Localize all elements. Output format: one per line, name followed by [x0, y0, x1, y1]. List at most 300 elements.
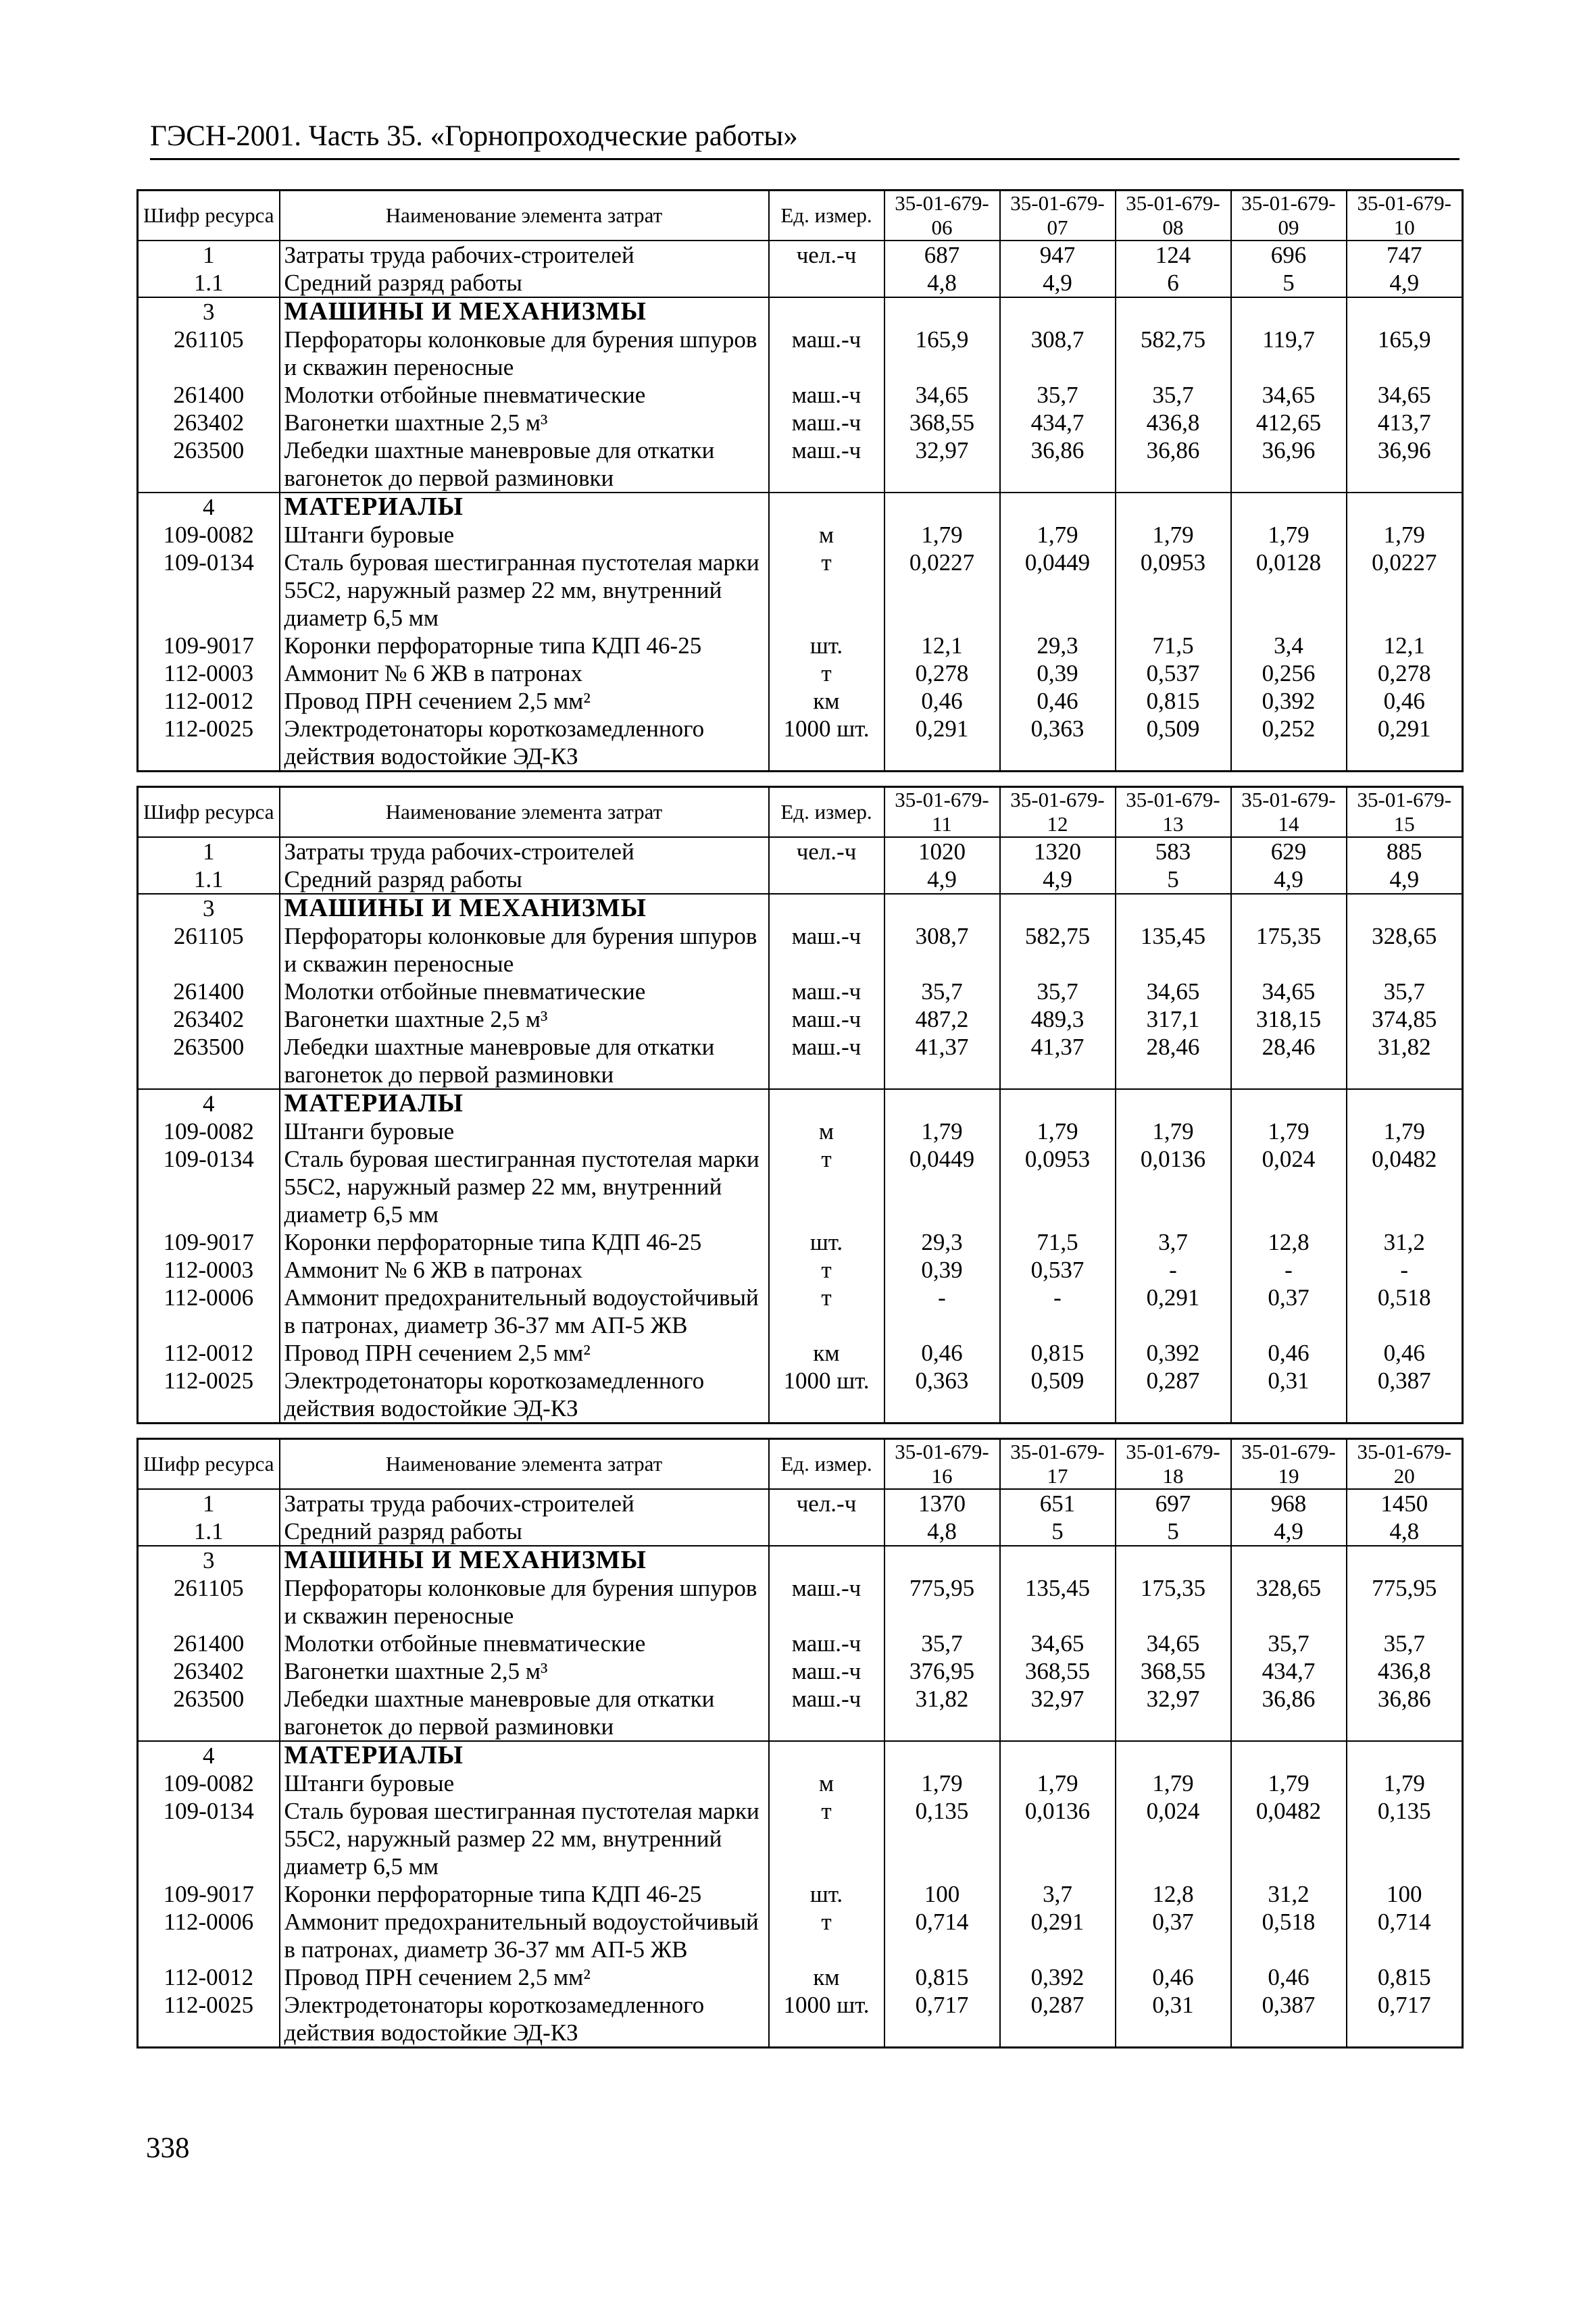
norm-value: 135,45 [1000, 1574, 1116, 1630]
resource-code: 109-0082 [138, 521, 280, 549]
norm-value: 0,39 [1000, 659, 1116, 687]
element-name: Коронки перфораторные типа КДП 46-25 [280, 632, 769, 659]
element-name: Провод ПРН сечением 2,5 мм² [280, 1963, 769, 1991]
norm-value: 0,37 [1231, 1284, 1347, 1339]
header-code: Шифр ресурса [138, 1439, 280, 1490]
unit [769, 1546, 884, 1574]
header-norm-code: 35-01-679-10 [1347, 191, 1463, 241]
norm-value: 0,46 [1231, 1963, 1347, 1991]
norm-value [1116, 894, 1231, 922]
header-code: Шифр ресурса [138, 191, 280, 241]
resource-code: 112-0025 [138, 715, 280, 772]
norm-value: 0,0136 [1000, 1797, 1116, 1880]
norm-value: - [1231, 1256, 1347, 1284]
resource-code: 261400 [138, 1630, 280, 1657]
norm-value [1347, 1546, 1463, 1574]
resource-code: 109-0082 [138, 1117, 280, 1145]
table-row [138, 326, 1463, 381]
header-norm-code: 35-01-679-15 [1347, 787, 1463, 838]
norm-value: 1,79 [1347, 1117, 1463, 1145]
unit: км [769, 1339, 884, 1367]
resource-code: 112-0012 [138, 1339, 280, 1367]
norm-value: 0,252 [1231, 715, 1347, 772]
norm-value: 0,278 [884, 659, 1000, 687]
section-row [138, 1741, 1463, 1769]
unit: т [769, 1256, 884, 1284]
norm-value: 0,291 [1116, 1284, 1231, 1339]
norm-value [1231, 1546, 1347, 1574]
element-name: Сталь буровая шестигранная пустотелая марки 55С2, наружный размер 22 мм, внутренний диаметр 6,5 мм [280, 1797, 769, 1880]
header-norm-code: 35-01-679-11 [884, 787, 1000, 838]
element-name: Перфораторы колонковые для бурения шпуров и скважин переносные [280, 1574, 769, 1630]
norm-value: 35,7 [1347, 978, 1463, 1005]
unit: чел.-ч [769, 837, 884, 865]
norm-value: 5 [1231, 269, 1347, 297]
norm-value: 100 [884, 1880, 1000, 1908]
norm-value [884, 493, 1000, 521]
norm-value: 0,387 [1347, 1367, 1463, 1424]
norm-value: 376,95 [884, 1657, 1000, 1685]
norm-value: 1,79 [1116, 1117, 1231, 1145]
unit: маш.-ч [769, 922, 884, 978]
norm-value: 34,65 [884, 381, 1000, 409]
table-row [138, 381, 1463, 409]
norm-value: 0,46 [1000, 687, 1116, 715]
header-norm-code: 35-01-679-12 [1000, 787, 1116, 838]
norm-value: 4,9 [1231, 1517, 1347, 1546]
resource-code: 261400 [138, 978, 280, 1005]
norm-value: - [1116, 1256, 1231, 1284]
norm-value: 12,1 [884, 632, 1000, 659]
norm-value: 35,7 [1000, 381, 1116, 409]
unit [769, 1741, 884, 1769]
norm-value: 35,7 [1116, 381, 1231, 409]
norm-value [1347, 493, 1463, 521]
norm-value: 1,79 [1000, 1769, 1116, 1797]
unit [769, 894, 884, 922]
norm-value [1000, 1741, 1116, 1769]
norm-value: 4,8 [884, 269, 1000, 297]
norm-value [1347, 297, 1463, 326]
resource-code: 263402 [138, 1657, 280, 1685]
unit: шт. [769, 1228, 884, 1256]
unit: маш.-ч [769, 326, 884, 381]
norm-value: 0,46 [1347, 1339, 1463, 1367]
norm-value: 0,31 [1231, 1367, 1347, 1424]
section-row [138, 894, 1463, 922]
unit: маш.-ч [769, 1574, 884, 1630]
table-row [138, 1145, 1463, 1228]
element-name: Штанги буровые [280, 1117, 769, 1145]
unit [769, 1517, 884, 1546]
norm-value: 34,65 [1231, 381, 1347, 409]
norm-value [1116, 493, 1231, 521]
header-norm-code: 35-01-679-09 [1231, 191, 1347, 241]
table-row [138, 436, 1463, 493]
norm-value: 3,4 [1231, 632, 1347, 659]
element-name: Штанги буровые [280, 521, 769, 549]
unit: маш.-ч [769, 381, 884, 409]
norm-value: 0,714 [884, 1908, 1000, 1963]
section-row [138, 1089, 1463, 1117]
norm-value [1231, 1089, 1347, 1117]
element-name: Лебедки шахтные маневровые для откатки вагонеток до первой разминовки [280, 1685, 769, 1741]
table-row [138, 1657, 1463, 1685]
norm-value [884, 1089, 1000, 1117]
norm-value: 0,518 [1347, 1284, 1463, 1339]
resource-code: 109-0134 [138, 549, 280, 632]
norm-value: 0,0136 [1116, 1145, 1231, 1228]
unit: т [769, 659, 884, 687]
norm-value: 0,46 [884, 1339, 1000, 1367]
norm-value: 0,31 [1116, 1991, 1231, 2048]
norm-value [1000, 894, 1116, 922]
norm-value: 175,35 [1231, 922, 1347, 978]
norm-value: 41,37 [884, 1033, 1000, 1089]
resource-code: 263402 [138, 409, 280, 436]
element-name: Коронки перфораторные типа КДП 46-25 [280, 1880, 769, 1908]
norm-value [884, 1741, 1000, 1769]
header-name: Наименование элемента затрат [280, 787, 769, 838]
norm-value: 582,75 [1116, 326, 1231, 381]
element-name: Вагонетки шахтные 2,5 м³ [280, 1657, 769, 1685]
table-row [138, 1769, 1463, 1797]
header-norm-code: 35-01-679-16 [884, 1439, 1000, 1490]
norm-value: 0,135 [1347, 1797, 1463, 1880]
norm-value: 5 [1116, 1517, 1231, 1546]
element-name: Провод ПРН сечением 2,5 мм² [280, 687, 769, 715]
norm-value: 71,5 [1000, 1228, 1116, 1256]
norm-value: 308,7 [884, 922, 1000, 978]
header-code: Шифр ресурса [138, 787, 280, 838]
unit: шт. [769, 1880, 884, 1908]
norm-value: 651 [1000, 1489, 1116, 1517]
norm-value: 0,0482 [1231, 1797, 1347, 1880]
norm-value: 0,392 [1231, 687, 1347, 715]
norm-value: 0,537 [1000, 1256, 1116, 1284]
table-row [138, 1685, 1463, 1741]
element-name: Электродетонаторы короткозамедленного действия водостойкие ЭД-КЗ [280, 1367, 769, 1424]
norm-value: 31,82 [1347, 1033, 1463, 1089]
norm-value: 6 [1116, 269, 1231, 297]
section-title: МАТЕРИАЛЫ [280, 1089, 769, 1117]
element-name: Аммонит № 6 ЖВ в патронах [280, 1256, 769, 1284]
unit: маш.-ч [769, 1005, 884, 1033]
resource-code: 109-0134 [138, 1145, 280, 1228]
norm-value [1000, 297, 1116, 326]
norm-value: 318,15 [1231, 1005, 1347, 1033]
norm-value: 71,5 [1116, 632, 1231, 659]
resource-code: 109-9017 [138, 1228, 280, 1256]
norm-value: 0,392 [1000, 1963, 1116, 1991]
table-row [138, 549, 1463, 632]
element-name: Аммонит № 6 ЖВ в патронах [280, 659, 769, 687]
norm-value: 436,8 [1116, 409, 1231, 436]
element-name: Сталь буровая шестигранная пустотелая марки 55С2, наружный размер 22 мм, внутренний диаметр 6,5 мм [280, 549, 769, 632]
table-row [138, 1256, 1463, 1284]
norm-value: 947 [1000, 241, 1116, 269]
norm-value [1347, 894, 1463, 922]
element-name: Средний разряд работы [280, 865, 769, 894]
norm-value: 0,363 [884, 1367, 1000, 1424]
unit: 1000 шт. [769, 1367, 884, 1424]
table-row [138, 1991, 1463, 2048]
norm-value: 34,65 [1116, 978, 1231, 1005]
resource-code: 4 [138, 1089, 280, 1117]
resource-code: 1.1 [138, 269, 280, 297]
resource-code: 112-0012 [138, 687, 280, 715]
norm-table [136, 189, 1464, 772]
norm-value: 34,65 [1231, 978, 1347, 1005]
element-name: Коронки перфораторные типа КДП 46-25 [280, 1228, 769, 1256]
norm-table [136, 786, 1464, 1424]
resource-code: 112-0003 [138, 659, 280, 687]
resource-code: 112-0006 [138, 1284, 280, 1339]
norm-value: 4,8 [1347, 1517, 1463, 1546]
resource-code: 261105 [138, 1574, 280, 1630]
norm-value: 29,3 [884, 1228, 1000, 1256]
unit [769, 865, 884, 894]
resource-code: 1.1 [138, 1517, 280, 1546]
table-row [138, 1339, 1463, 1367]
norm-value: 0,537 [1116, 659, 1231, 687]
norm-value: 0,387 [1231, 1991, 1347, 2048]
header-name: Наименование элемента затрат [280, 1439, 769, 1490]
norm-value: 124 [1116, 241, 1231, 269]
resource-code: 261400 [138, 381, 280, 409]
norm-value: 1,79 [884, 1769, 1000, 1797]
element-name: Аммонит предохранительный водоустойчивый в патронах, диаметр 36-37 мм АП-5 ЖВ [280, 1908, 769, 1963]
norm-value [1000, 1089, 1116, 1117]
norm-value: 0,0227 [884, 549, 1000, 632]
norm-value: 368,55 [1000, 1657, 1116, 1685]
norm-value: 35,7 [884, 1630, 1000, 1657]
element-name: Вагонетки шахтные 2,5 м³ [280, 1005, 769, 1033]
norm-value: 0,0953 [1116, 549, 1231, 632]
norm-value: 0,135 [884, 1797, 1000, 1880]
resource-code: 112-0003 [138, 1256, 280, 1284]
unit: маш.-ч [769, 1630, 884, 1657]
norm-value: 885 [1347, 837, 1463, 865]
element-name: Электродетонаторы короткозамедленного действия водостойкие ЭД-КЗ [280, 1991, 769, 2048]
unit [769, 493, 884, 521]
unit: т [769, 1145, 884, 1228]
unit: маш.-ч [769, 409, 884, 436]
norm-value: 36,86 [1347, 1685, 1463, 1741]
norm-value: 1450 [1347, 1489, 1463, 1517]
norm-value: 135,45 [1116, 922, 1231, 978]
header-norm-code: 35-01-679-06 [884, 191, 1000, 241]
norm-value: 0,0953 [1000, 1145, 1116, 1228]
norm-value: 4,9 [884, 865, 1000, 894]
norm-value: 434,7 [1231, 1657, 1347, 1685]
norm-value: 1,79 [1347, 1769, 1463, 1797]
table-row [138, 1908, 1463, 1963]
table-row [138, 1963, 1463, 1991]
norm-value: 1320 [1000, 837, 1116, 865]
norm-value: 583 [1116, 837, 1231, 865]
norm-value: 12,8 [1116, 1880, 1231, 1908]
unit: т [769, 1797, 884, 1880]
norm-value: - [884, 1284, 1000, 1339]
norm-value: 5 [1116, 865, 1231, 894]
unit [769, 1089, 884, 1117]
norm-value: 775,95 [884, 1574, 1000, 1630]
norm-value: 0,0482 [1347, 1145, 1463, 1228]
norm-value [884, 894, 1000, 922]
element-name: Средний разряд работы [280, 269, 769, 297]
norm-value: 696 [1231, 241, 1347, 269]
norm-value: 1,79 [1231, 1769, 1347, 1797]
norm-value: 0,278 [1347, 659, 1463, 687]
norm-value: 28,46 [1116, 1033, 1231, 1089]
norm-value: 368,55 [884, 409, 1000, 436]
norm-value: 34,65 [1000, 1630, 1116, 1657]
norm-value [1116, 1089, 1231, 1117]
table-header-row [138, 191, 1463, 241]
norm-table [136, 1438, 1464, 2048]
norm-value: 32,97 [1000, 1685, 1116, 1741]
norm-value: 5 [1000, 1517, 1116, 1546]
table-row [138, 1005, 1463, 1033]
norm-value: 0,717 [884, 1991, 1000, 2048]
unit: маш.-ч [769, 978, 884, 1005]
resource-code: 109-9017 [138, 632, 280, 659]
table-row [138, 1489, 1463, 1517]
norm-value: 0,39 [884, 1256, 1000, 1284]
norm-value: 436,8 [1347, 1657, 1463, 1685]
resource-code: 1 [138, 241, 280, 269]
table-header-row [138, 1439, 1463, 1490]
norm-value: 175,35 [1116, 1574, 1231, 1630]
norm-value: 487,2 [884, 1005, 1000, 1033]
norm-value: 687 [884, 241, 1000, 269]
norm-value: 0,509 [1000, 1367, 1116, 1424]
section-title: МАШИНЫ И МЕХАНИЗМЫ [280, 297, 769, 326]
norm-value: 4,9 [1000, 865, 1116, 894]
table-row [138, 1117, 1463, 1145]
norm-value: 0,291 [1000, 1908, 1116, 1963]
norm-value: 1,79 [1347, 521, 1463, 549]
norm-value: 4,9 [1347, 865, 1463, 894]
header-unit: Ед. измер. [769, 1439, 884, 1490]
norm-value [1000, 1546, 1116, 1574]
norm-value [1231, 297, 1347, 326]
norm-value: 0,37 [1116, 1908, 1231, 1963]
norm-value: 32,97 [884, 436, 1000, 493]
unit: маш.-ч [769, 436, 884, 493]
unit: 1000 шт. [769, 715, 884, 772]
norm-value: 489,3 [1000, 1005, 1116, 1033]
table-row [138, 1367, 1463, 1424]
norm-value: 3,7 [1116, 1228, 1231, 1256]
norm-value: 775,95 [1347, 1574, 1463, 1630]
norm-value: 0,509 [1116, 715, 1231, 772]
norm-value: 35,7 [1231, 1630, 1347, 1657]
norm-value: 0,518 [1231, 1908, 1347, 1963]
header-unit: Ед. измер. [769, 191, 884, 241]
norm-value: 1,79 [1231, 521, 1347, 549]
norm-value: 0,714 [1347, 1908, 1463, 1963]
norm-value: 35,7 [884, 978, 1000, 1005]
norm-value: 0,256 [1231, 659, 1347, 687]
norm-value: 3,7 [1000, 1880, 1116, 1908]
norm-value: 119,7 [1231, 326, 1347, 381]
norm-value: 29,3 [1000, 632, 1116, 659]
norm-value: 1,79 [1116, 521, 1231, 549]
norm-value [1231, 493, 1347, 521]
norm-value: 32,97 [1116, 1685, 1231, 1741]
resource-code: 4 [138, 493, 280, 521]
resource-code: 1 [138, 837, 280, 865]
unit: м [769, 521, 884, 549]
table-row [138, 1797, 1463, 1880]
resource-code: 3 [138, 297, 280, 326]
table-row [138, 269, 1463, 297]
norm-value: 0,0449 [884, 1145, 1000, 1228]
table-row [138, 1228, 1463, 1256]
element-name: Вагонетки шахтные 2,5 м³ [280, 409, 769, 436]
page-header: ГЭСН-2001. Часть 35. «Горнопроходческие работы» [150, 119, 1460, 160]
resource-code: 3 [138, 894, 280, 922]
header-norm-code: 35-01-679-14 [1231, 787, 1347, 838]
unit: т [769, 1284, 884, 1339]
table-row [138, 978, 1463, 1005]
resource-code: 109-0082 [138, 1769, 280, 1797]
norm-value [884, 297, 1000, 326]
resource-code: 112-0006 [138, 1908, 280, 1963]
norm-value: 31,82 [884, 1685, 1000, 1741]
norm-value: 368,55 [1116, 1657, 1231, 1685]
element-name: Молотки отбойные пневматические [280, 978, 769, 1005]
norm-value: - [1000, 1284, 1116, 1339]
element-name: Сталь буровая шестигранная пустотелая марки 55С2, наружный размер 22 мм, внутренний диаметр 6,5 мм [280, 1145, 769, 1228]
element-name: Средний разряд работы [280, 1517, 769, 1546]
norm-value: 0,815 [1116, 687, 1231, 715]
header-unit: Ед. измер. [769, 787, 884, 838]
unit: 1000 шт. [769, 1991, 884, 2048]
norm-value [1347, 1089, 1463, 1117]
section-title: МАШИНЫ И МЕХАНИЗМЫ [280, 894, 769, 922]
unit: т [769, 1908, 884, 1963]
unit: маш.-ч [769, 1685, 884, 1741]
norm-value: 0,46 [1116, 1963, 1231, 1991]
table-row [138, 1517, 1463, 1546]
unit [769, 297, 884, 326]
table-row [138, 521, 1463, 549]
norm-value: 0,815 [1347, 1963, 1463, 1991]
norm-value: 0,291 [884, 715, 1000, 772]
table-row [138, 837, 1463, 865]
norm-value: 1,79 [1000, 1117, 1116, 1145]
section-row [138, 297, 1463, 326]
unit: шт. [769, 632, 884, 659]
norm-value: 4,8 [884, 1517, 1000, 1546]
unit: км [769, 1963, 884, 1991]
resource-code: 1.1 [138, 865, 280, 894]
section-row [138, 1546, 1463, 1574]
element-name: Лебедки шахтные маневровые для откатки вагонеток до первой разминовки [280, 436, 769, 493]
norm-value [884, 1546, 1000, 1574]
norm-value: 36,96 [1347, 436, 1463, 493]
norm-value: 328,65 [1231, 1574, 1347, 1630]
norm-value: 1,79 [884, 521, 1000, 549]
norm-value: 1020 [884, 837, 1000, 865]
resource-code: 263402 [138, 1005, 280, 1033]
norm-value: 317,1 [1116, 1005, 1231, 1033]
norm-value: 374,85 [1347, 1005, 1463, 1033]
norm-value: 100 [1347, 1880, 1463, 1908]
